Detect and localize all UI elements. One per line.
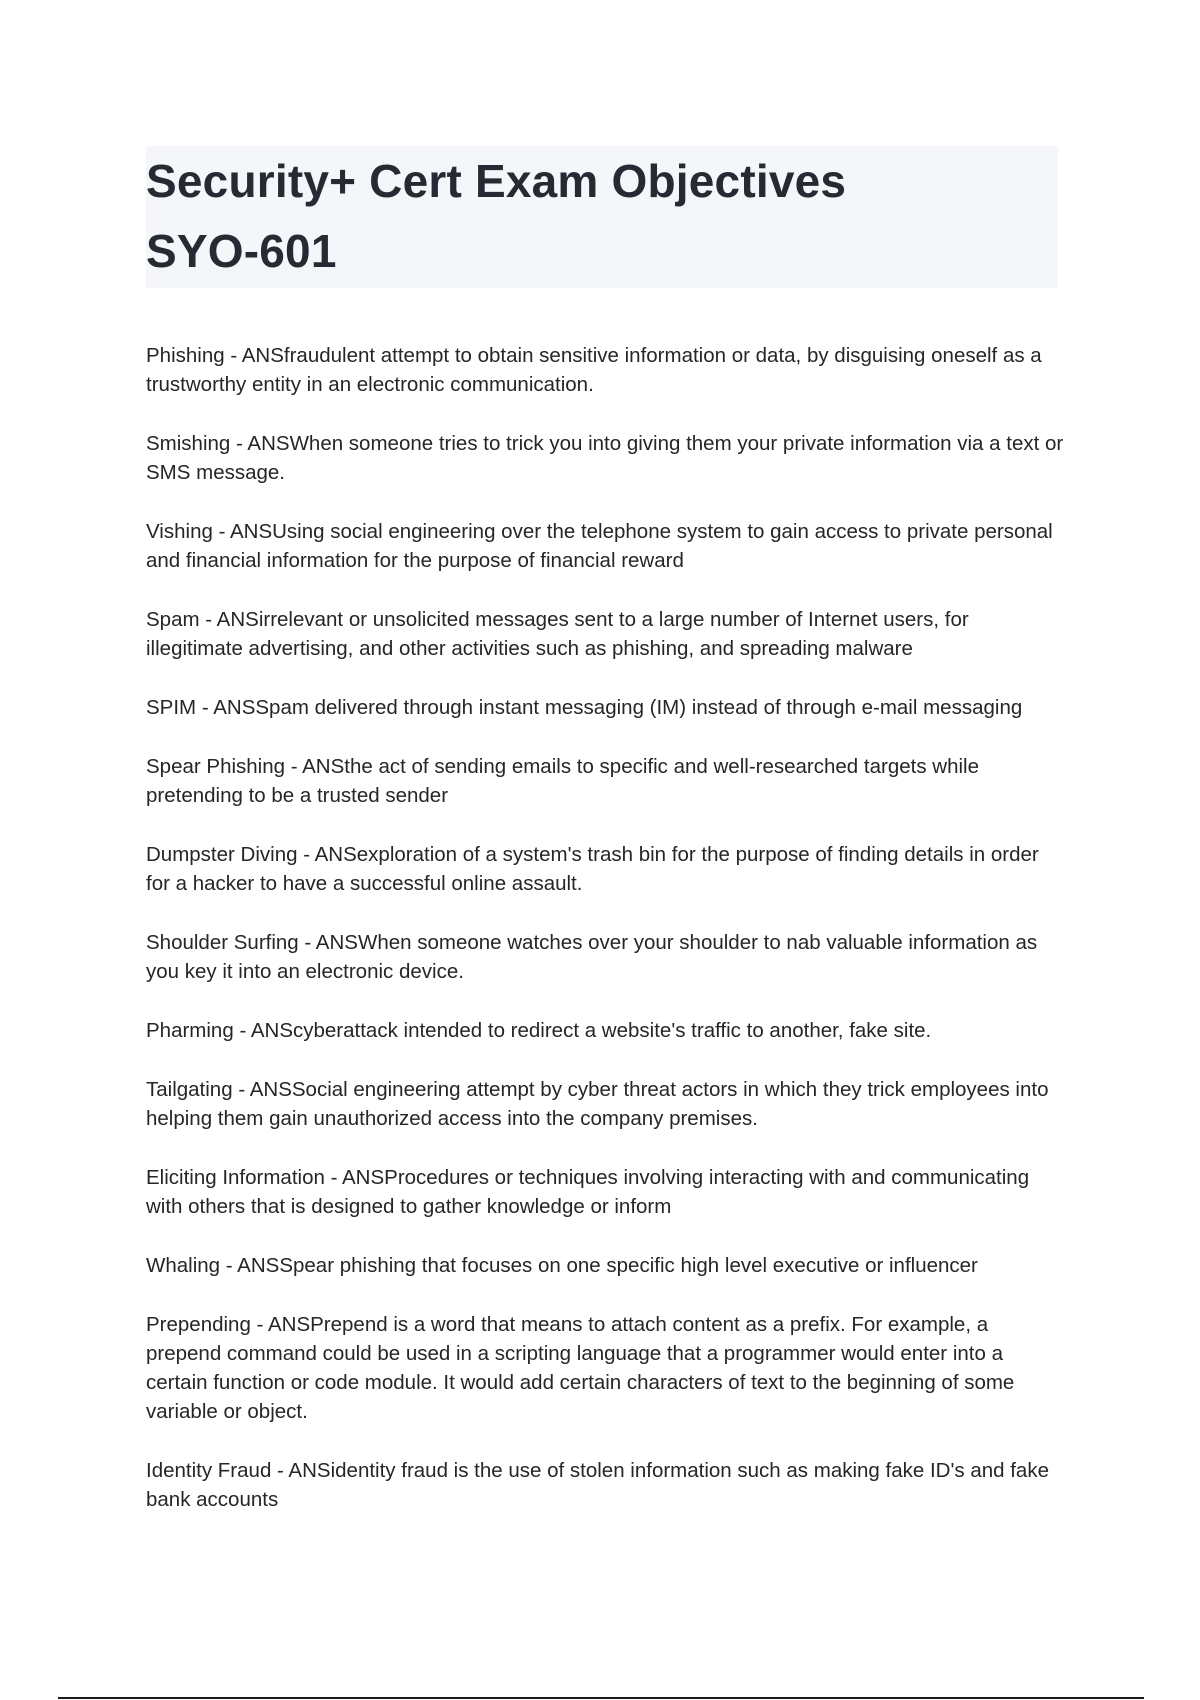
entry-separator: - ANS bbox=[230, 432, 290, 455]
list-item bbox=[146, 1310, 1066, 1426]
entry-definition: Spam delivered through instant messaging (IM) instead of through e-mail messaging bbox=[255, 696, 1023, 719]
list-item bbox=[146, 693, 1066, 722]
list-item bbox=[146, 840, 1066, 898]
footer-divider bbox=[58, 1697, 1144, 1699]
entry-definition: identity fraud is the use of stolen information such as making fake ID's and fake bank accounts bbox=[146, 1459, 1049, 1511]
entry-definition: Using social engineering over the telephone system to gain access to private personal and financial information for the purpose of financial reward bbox=[146, 520, 1053, 572]
entry-term: Identity Fraud bbox=[146, 1459, 272, 1482]
list-item bbox=[146, 429, 1066, 487]
entry-separator: - ANS bbox=[199, 608, 259, 631]
entry-term: Spear Phishing bbox=[146, 755, 286, 778]
entry-separator: - ANS bbox=[212, 520, 273, 543]
entry-term: Smishing bbox=[146, 432, 231, 455]
entry-separator: - ANS bbox=[232, 1078, 292, 1101]
list-item bbox=[146, 605, 1066, 663]
entry-term: Pharming bbox=[146, 1019, 234, 1042]
entry-separator: - ANS bbox=[324, 1166, 385, 1189]
entry-term: Tailgating bbox=[146, 1078, 233, 1101]
entry-separator: - ANS bbox=[250, 1313, 311, 1336]
list-item bbox=[146, 928, 1066, 986]
entry-term: Phishing bbox=[146, 344, 225, 367]
term-definition-list bbox=[146, 341, 1066, 1544]
title-banner bbox=[146, 146, 1058, 288]
entry-definition: When someone tries to trick you into giving them your private information via a text or SMS message. bbox=[146, 432, 1064, 484]
entry-definition: Spear phishing that focuses on one specific high level executive or influencer bbox=[279, 1254, 978, 1277]
entry-definition: Procedures or techniques involving interacting with and communicating with others that is designed to gather knowledge or inform bbox=[146, 1166, 1030, 1218]
entry-term: Eliciting Information bbox=[146, 1166, 325, 1189]
entry-definition: fraudulent attempt to obtain sensitive information or data, by disguising oneself as a trustworthy entity in an electronic communication. bbox=[146, 344, 1042, 396]
entry-separator: - ANS bbox=[224, 344, 284, 367]
entry-separator: - ANS bbox=[233, 1019, 293, 1042]
entry-term: SPIM bbox=[146, 696, 197, 719]
entry-definition: cyberattack intended to redirect a website's traffic to another, fake site. bbox=[293, 1019, 932, 1042]
entry-term: Whaling bbox=[146, 1254, 221, 1277]
entry-separator: - ANS bbox=[271, 1459, 331, 1482]
list-item bbox=[146, 1075, 1066, 1133]
entry-term: Prepending bbox=[146, 1313, 251, 1336]
entry-definition: the act of sending emails to specific and well-researched targets while pretending to be a trusted sender bbox=[146, 755, 979, 807]
document-title: Security+ Cert Exam Objectives SYO-601 bbox=[146, 155, 847, 277]
entry-term: Spam bbox=[146, 608, 200, 631]
entry-term: Vishing bbox=[146, 520, 213, 543]
entry-separator: - ANS bbox=[297, 843, 357, 866]
list-item bbox=[146, 1456, 1066, 1514]
entry-definition: irrelevant or unsolicited messages sent to a large number of Internet users, for illegitimate advertising, and other activities such as phishing, and spreading malware bbox=[146, 608, 969, 660]
list-item bbox=[146, 517, 1066, 575]
entry-term: Dumpster Diving bbox=[146, 843, 298, 866]
entry-separator: - ANS bbox=[220, 1254, 280, 1277]
list-item bbox=[146, 1016, 1066, 1045]
entry-term: Shoulder Surfing bbox=[146, 931, 299, 954]
list-item bbox=[146, 341, 1066, 399]
entry-definition: Prepend is a word that means to attach content as a prefix. For example, a prepend command could be used in a scripting language that a programmer would enter into a certain function or code module. It would add certain characters of text to the beginning of some variable or object. bbox=[146, 1313, 1015, 1423]
entry-definition: When someone watches over your shoulder to nab valuable information as you key it into an electronic device. bbox=[146, 931, 1038, 983]
list-item bbox=[146, 1163, 1066, 1221]
list-item bbox=[146, 1251, 1066, 1280]
entry-separator: - ANS bbox=[298, 931, 358, 954]
entry-separator: - ANS bbox=[285, 755, 345, 778]
entry-definition: exploration of a system's trash bin for the purpose of finding details in order for a hacker to have a successful online assault. bbox=[146, 843, 1039, 895]
entry-definition: Social engineering attempt by cyber threat actors in which they trick employees into helping them gain unauthorized access into the company premises. bbox=[146, 1078, 1049, 1130]
entry-separator: - ANS bbox=[196, 696, 256, 719]
list-item bbox=[146, 752, 1066, 810]
